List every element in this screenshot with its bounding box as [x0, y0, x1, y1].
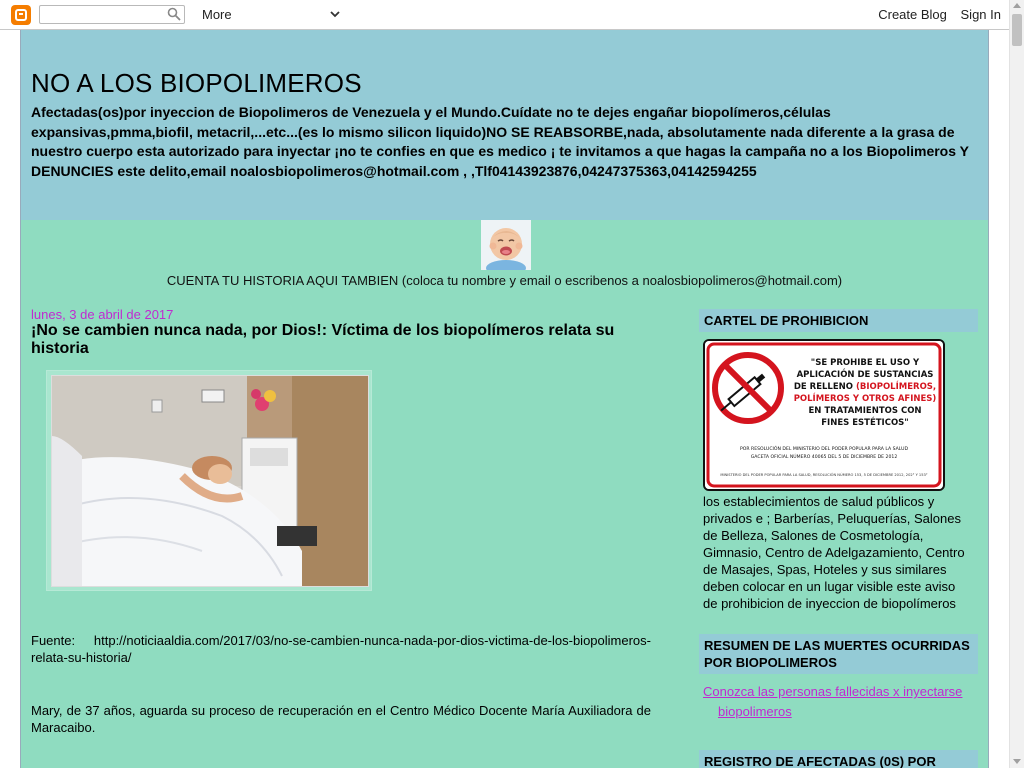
scroll-down-icon[interactable] [1013, 759, 1021, 764]
post-date: lunes, 3 de abril de 2017 [31, 307, 174, 322]
blog-description: Afectadas(os)por inyeccion de Biopolimeros de Venezuela y el Mundo.Cuídate no te dejes engañar biopolímeros,células expansivas,pmma,biofil, metacril,...etc...(es lo mismo silicon liquido)NO SE REABSORBE,nada, absolutamente nada diferente a la grasa de nuestro cuerpo esta autorizado para inyectar ¡no te confies en que es medico ¡ te invitamos a que hagas la campaña no a los Biopolimeros Y DENUNCIES este delito,email noalosbiopolimeros@hotmail.com , ,Tlf04143923876,04247375363,04142594255 [31, 104, 969, 179]
fallecidas-link-line-1[interactable]: Conozca las personas fallecidas x inyectarse [703, 684, 963, 699]
search-icon[interactable] [167, 7, 181, 21]
sidebar-heading-muertes: RESUMEN DE LAS MUERTES OCURRIDAS POR BIOPOLIMEROS [699, 634, 978, 674]
sign-fine-2: GACETA OFICIAL NÚMERO 40065 DEL 5 DE DICIEMBRE DE 2012 [750, 455, 898, 460]
sign-line-4: POLÍMEROS Y OTROS AFINES) [793, 394, 937, 404]
chevron-down-icon[interactable] [329, 8, 341, 20]
sign-line-3b: (BIOPOLÍMEROS, [855, 382, 937, 392]
post-body-text: Mary, de 37 años, aguarda su proceso de recuperación en el Centro Médico Docente María Auxiliadora de Maracaibo. [31, 703, 651, 735]
search-input[interactable] [39, 5, 185, 24]
sign-fine-1: POR RESOLUCIÓN DEL MINISTERIO DEL PODER POPULAR PARA LA SALUD [739, 447, 909, 452]
post-source-text: Fuente: http://noticiaaldia.com/2017/03/no-se-cambien-nunca-nada-por-dios-victima-de-los-biopolimeros-relata-su-historia/ [31, 633, 651, 665]
prohibition-sign-image[interactable] [703, 339, 945, 491]
blogger-logo-icon[interactable] [11, 5, 31, 25]
scroll-thumb[interactable] [1012, 14, 1022, 46]
sidebar-heading-cartel: CARTEL DE PROHIBICION [699, 309, 978, 332]
tagline-text: CUENTA TU HISTORIA AQUI TAMBIEN (coloca tu nombre y email o escribenos a noalosbiopolimeros@hotmail.com) [166, 273, 843, 288]
sidebar-heading-registro: REGISTRO DE AFECTADAS (0S) POR [699, 750, 978, 768]
blog-title[interactable]: NO A LOS BIOPOLIMEROS [31, 68, 362, 98]
sign-line-1: "SE PROHIBE EL USO Y [810, 358, 920, 368]
fallecidas-link-line-2[interactable]: biopolimeros [718, 704, 792, 719]
create-blog-link[interactable]: Create Blog [878, 7, 947, 22]
blog-header [21, 30, 988, 220]
cartel-description: los establecimientos de salud públicos y privados e ; Barberías, Peluquerías, Salones de Belleza, Salones de Cosmetología, Gimnasio, Centro de Adelgazamiento, Centro de Masajes, Spas, Hoteles y sus similares deben colocar en un lugar visible este aviso de prohibicion de inyeccion de biopolímeros [703, 494, 965, 611]
fallecidas-link[interactable] [703, 682, 973, 722]
scroll-up-icon[interactable] [1013, 3, 1021, 8]
page-scrollbar[interactable] [1009, 0, 1024, 768]
page-outer [0, 30, 1009, 768]
sign-in-link[interactable]: Sign In [960, 7, 1001, 22]
sign-line-6: FINES ESTÉTICOS" [821, 418, 909, 428]
blogger-navbar [0, 0, 1009, 30]
blog-content [20, 30, 989, 768]
more-dropdown[interactable]: More [202, 7, 232, 22]
post-photo-frame [46, 370, 372, 591]
svg-text:DE RELLENO (BIOPOLÍMEROS, [794, 380, 936, 392]
crying-baby-image[interactable] [481, 220, 531, 270]
sign-line-2: APLICACIÓN DE SUSTANCIAS [796, 370, 934, 380]
hospital-patient-photo[interactable] [51, 375, 369, 587]
post-title[interactable]: ¡No se cambien nunca nada, por Dios!: Víctima de los biopolímeros relata su historia [31, 322, 615, 357]
sign-fine-3: MINISTERIO DEL PODER POPULAR PARA LA SALUD, RESOLUCIÓN NÚMERO 153, 5 DE DICIEMBRE 2012, 202° Y 153° [720, 473, 928, 477]
sign-line-3a: DE RELLENO [793, 382, 856, 392]
sign-line-5: EN TRATAMIENTOS CON [808, 406, 922, 416]
